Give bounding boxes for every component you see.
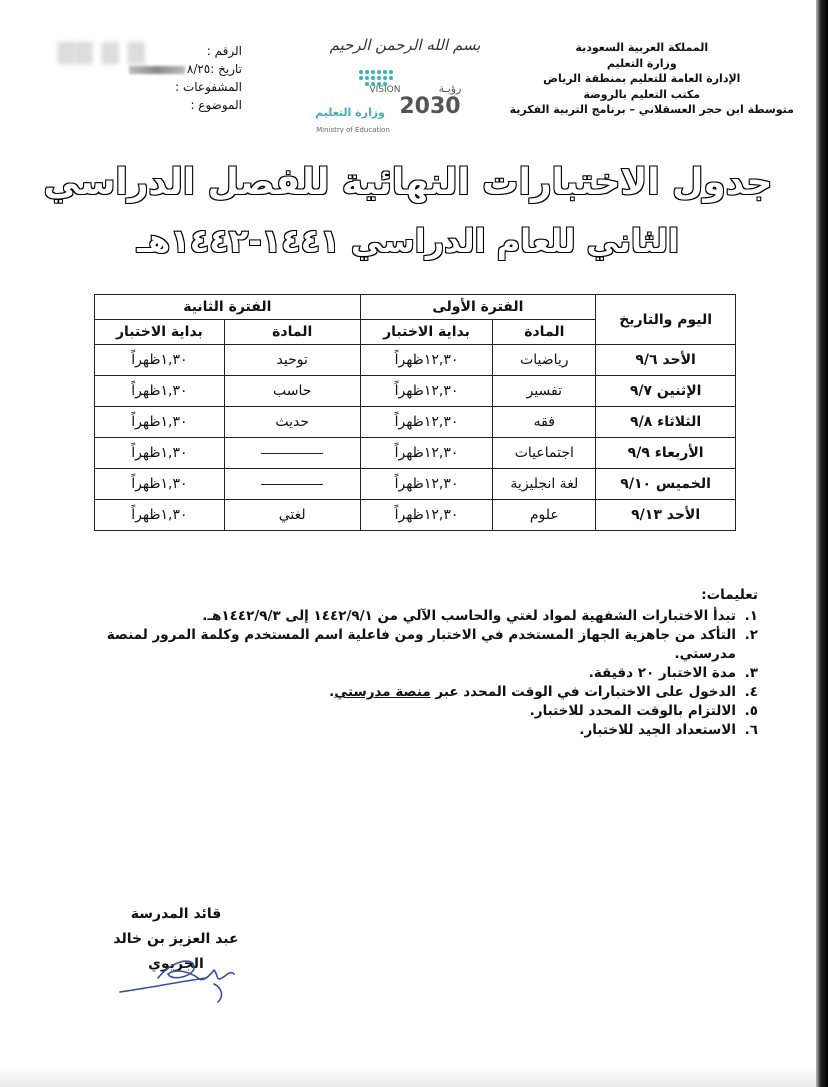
period-2-subject-blank xyxy=(224,469,360,500)
header-line-kingdom: المملكة العربية السعودية xyxy=(575,41,709,54)
instruction-number: ٦. xyxy=(744,722,758,738)
vision-2030-ministry-logo xyxy=(305,30,505,140)
instruction-text: تبدأ الاختبارات الشفهية لمواد لغتي والحاسب الآلي من ١٤٤٢/٩/١ إلى ١٤٤٢/٩/٣هـ. xyxy=(202,608,736,624)
table-row xyxy=(95,376,736,407)
day-cell: الثلاثاء ٩/٨ xyxy=(596,407,736,438)
day-cell: الأربعاء ٩/٩ xyxy=(596,438,736,469)
vision-year-text: 2030 xyxy=(399,94,461,119)
instruction-text: مدة الاختبار ٢٠ دقيقة. xyxy=(588,665,736,681)
date-value: ٨/٢٥ xyxy=(186,62,211,76)
table-row xyxy=(95,438,736,469)
number-label: الرقم : xyxy=(206,44,242,58)
table-row xyxy=(95,500,736,531)
period-1-subject: فقه xyxy=(493,407,596,438)
period-2-subject-blank xyxy=(224,438,360,469)
vision-ar-text: رؤيـة xyxy=(438,82,462,95)
instruction-item xyxy=(58,683,758,702)
period-2-subject: توحيد xyxy=(224,345,360,376)
period-1-start: ١٢,٣٠ظهراً xyxy=(360,376,493,407)
period-1-subject: تفسير xyxy=(493,376,596,407)
table-row xyxy=(95,407,736,438)
period-2-subject: لغتي xyxy=(224,500,360,531)
period-1-subject: علوم xyxy=(493,500,596,531)
period-1-subject: اجتماعيات xyxy=(493,438,596,469)
redacted-year xyxy=(129,66,185,74)
instructions-title: تعليمات: xyxy=(701,587,758,603)
faint-watermark: ▇▇ ▇ ▇ xyxy=(58,40,146,65)
instruction-number: ٢. xyxy=(744,627,758,643)
header-right-block xyxy=(509,40,794,118)
period-1-subject: رياضيات xyxy=(493,345,596,376)
period-2-start: ١,٣٠ظهراً xyxy=(95,500,225,531)
instruction-item xyxy=(58,702,758,721)
period-2-start: ١,٣٠ظهراً xyxy=(95,438,225,469)
instruction-item xyxy=(58,721,758,740)
period-2-subject: حديث xyxy=(224,407,360,438)
table-row xyxy=(95,469,736,500)
period-2-start: ١,٣٠ظهراً xyxy=(95,407,225,438)
period-1-subject: لغة انجليزية xyxy=(493,469,596,500)
exam-schedule-table xyxy=(94,294,736,531)
blank-line xyxy=(261,484,323,485)
day-date-header: اليوم والتاريخ xyxy=(596,295,736,345)
instruction-item xyxy=(58,664,758,683)
handwritten-signature-icon xyxy=(118,948,248,1008)
instruction-text-end: . xyxy=(329,684,335,700)
instruction-text: التأكد من جاهزية الجهاز المستخدم في الاختبار ومن فاعلية اسم المستخدم وكلمة المرور لمنصة مدرستي. xyxy=(106,627,736,662)
instruction-text xyxy=(58,683,736,702)
ministry-en-text: Ministry of Education xyxy=(316,126,390,134)
instruction-text: الالتزام بالوقت المحدد للاختبار. xyxy=(529,703,736,719)
basmala-text: بسم الله الرحمن الرحيم xyxy=(329,36,481,54)
table-row xyxy=(95,345,736,376)
period-2-subject: حاسب xyxy=(224,376,360,407)
page-bottom-shadow xyxy=(0,1068,816,1087)
principal-role: قائد المدرسة xyxy=(130,906,222,922)
photo-edge-shadow xyxy=(816,0,828,1087)
period-2-start-header: بداية الاختبار xyxy=(95,320,225,345)
date-row xyxy=(172,60,242,78)
header-left-block xyxy=(172,42,242,114)
period-1-start-header: بداية الاختبار xyxy=(360,320,493,345)
header-line-directorate: الإدارة العامة للتعليم بمنطقة الرياض xyxy=(543,72,741,85)
period-1-header: الفترة الأولى xyxy=(360,295,596,320)
instruction-item xyxy=(58,626,758,664)
header-line-school: متوسطة ابن حجر العسقلاني – برنامج التربية الفكرية xyxy=(509,103,794,116)
instruction-number: ٤. xyxy=(744,684,758,700)
period-2-header: الفترة الثانية xyxy=(95,295,361,320)
instruction-number: ١. xyxy=(744,608,758,624)
table-header-row xyxy=(95,295,736,320)
vision-latin-text: VISION xyxy=(369,85,401,95)
period-1-start: ١٢,٣٠ظهراً xyxy=(360,407,493,438)
blank-line xyxy=(261,453,323,454)
period-2-start: ١,٣٠ظهراً xyxy=(95,345,225,376)
period-1-start: ١٢,٣٠ظهراً xyxy=(360,469,493,500)
period-1-start: ١٢,٣٠ظهراً xyxy=(360,500,493,531)
instructions-block xyxy=(58,586,758,740)
principal-name: عبد العزيز بن خالد الجريوي xyxy=(113,931,239,972)
title-line-1: جدول الاختبارات النهائية للفصل الدراسي xyxy=(43,162,773,203)
period-1-subject-header: المادة xyxy=(493,320,596,345)
instruction-item xyxy=(58,607,758,626)
period-1-start: ١٢,٣٠ظهراً xyxy=(360,438,493,469)
period-2-start: ١,٣٠ظهراً xyxy=(95,469,225,500)
instruction-number: ٣. xyxy=(744,665,758,681)
day-cell: الخميس ٩/١٠ xyxy=(596,469,736,500)
instruction-number: ٥. xyxy=(744,703,758,719)
instruction-text-part: الدخول على الاختبارات في الوقت المحدد عبر xyxy=(430,684,736,700)
date-label: تاريخ : xyxy=(210,62,242,76)
day-cell: الأحد ٩/١٣ xyxy=(596,500,736,531)
header-line-office: مكتب التعليم بالروضة xyxy=(583,87,701,101)
period-2-subject-header: المادة xyxy=(224,320,360,345)
day-cell: الأحد ٩/٦ xyxy=(596,345,736,376)
period-2-start: ١,٣٠ظهراً xyxy=(95,376,225,407)
ministry-ar-text: وزارة التعليم xyxy=(315,106,385,119)
header-line-ministry: وزارة التعليم xyxy=(606,56,677,70)
attachments-label: المشفوعات : xyxy=(175,80,242,94)
day-cell: الإثنين ٩/٧ xyxy=(596,376,736,407)
subject-label: الموضوع : xyxy=(190,98,242,112)
period-1-start: ١٢,٣٠ظهراً xyxy=(360,345,493,376)
madrasati-platform-text: منصة مدرستي xyxy=(334,684,431,700)
title-line-2: الثاني للعام الدراسي ١٤٤١-١٤٤٢هـ xyxy=(137,222,679,260)
instruction-text: الاستعداد الجيد للاختبار. xyxy=(579,722,736,738)
